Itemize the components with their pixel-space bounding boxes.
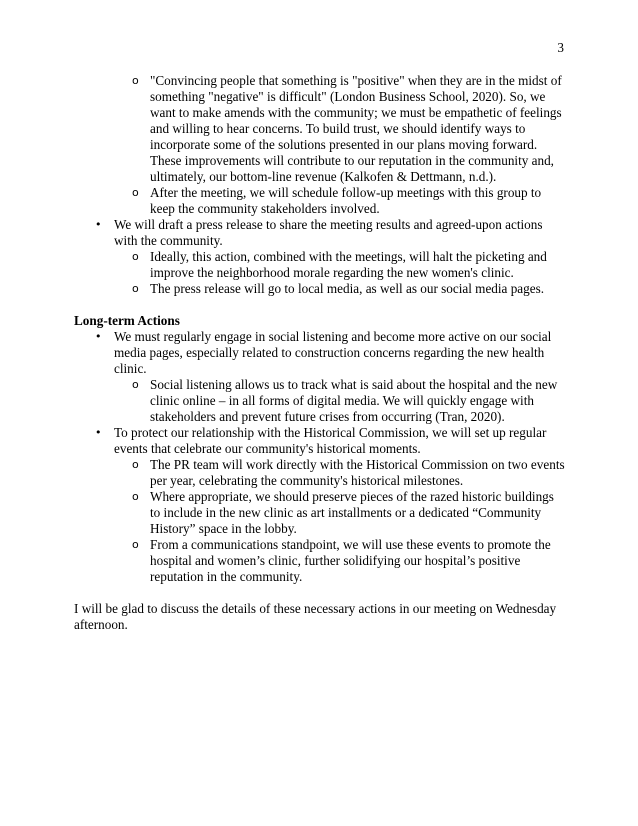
sub-bullet-item: [74, 281, 566, 297]
bullet-text: We will draft a press release to share the meeting results and agreed-upon actions with the community.: [114, 217, 543, 248]
sub-bullet-text: Ideally, this action, combined with the meetings, will halt the picketing and improve the neighborhood morale regarding the new women's clinic.: [150, 249, 547, 280]
sub-bullet-text: Social listening allows us to track what is said about the hospital and the new clinic online – in all forms of digital media. We will quickly engage with stakeholders and prevent future crises from occurring (Tran, 2020).: [150, 377, 558, 424]
sub-bullet-marker: o: [132, 458, 139, 471]
sub-bullet-marker: o: [132, 282, 139, 295]
sub-bullet-text: From a communications standpoint, we will use these events to promote the hospital and women’s clinic, further solidifying our hospital’s positive reputation in the community.: [150, 537, 551, 584]
closing-paragraph: I will be glad to discuss the details of these necessary actions in our meeting on Wednesday afternoon.: [74, 601, 557, 632]
sub-bullet-text: Where appropriate, we should preserve pieces of the razed historic buildings to include in the new clinic as art installments or a dedicated “Community History” space in the lobby.: [150, 489, 554, 536]
sub-bullet-item: [74, 249, 566, 281]
bullet-marker: •: [95, 426, 102, 439]
bullet-text: To protect our relationship with the Historical Commission, we will set up regular events that celebrate our community's historical moments.: [114, 425, 547, 456]
sub-bullet-item: [74, 185, 566, 217]
bullet-item: [74, 329, 566, 377]
sub-bullet-marker: o: [132, 186, 139, 199]
sub-bullet-marker: o: [132, 538, 139, 551]
sub-bullet-marker: o: [132, 378, 139, 391]
sub-bullet-item: [74, 73, 566, 185]
page-number: 3: [557, 40, 564, 55]
sub-bullet-marker: o: [132, 74, 139, 87]
sub-bullet-item: [74, 489, 566, 537]
bullet-item: [74, 217, 566, 249]
section-heading: Long-term Actions: [74, 313, 180, 328]
sub-bullet-marker: o: [132, 250, 139, 263]
bullet-marker: •: [95, 218, 102, 231]
bullet-marker: •: [95, 330, 102, 343]
document-body: [74, 73, 566, 633]
sub-bullet-text: "Convincing people that something is "positive" when they are in the midst of something "negative" is difficult" (London Business School, 2020). So, we want to make amends with the community; we must be empathetic of feelings and willing to hear concerns. To build trust, we should identify ways to incorporate some of the solutions presented in our plans moving forward. These improvements will contribute to our reputation in the community and, ultimately, our bottom-line revenue (Kalkofen & Dettmann, n.d.).: [150, 73, 562, 184]
bullet-item: [74, 425, 566, 457]
bullet-text: We must regularly engage in social listening and become more active on our social media pages, especially related to construction concerns regarding the new health clinic.: [114, 329, 552, 376]
sub-bullet-item: [74, 537, 566, 585]
sub-bullet-text: The press release will go to local media, as well as our social media pages.: [150, 281, 545, 296]
sub-bullet-item: [74, 377, 566, 425]
sub-bullet-marker: o: [132, 490, 139, 503]
sub-bullet-text: After the meeting, we will schedule follow-up meetings with this group to keep the community stakeholders involved.: [150, 185, 542, 216]
sub-bullet-text: The PR team will work directly with the Historical Commission on two events per year, celebrating the community's historical milestones.: [150, 457, 565, 488]
sub-bullet-item: [74, 457, 566, 489]
